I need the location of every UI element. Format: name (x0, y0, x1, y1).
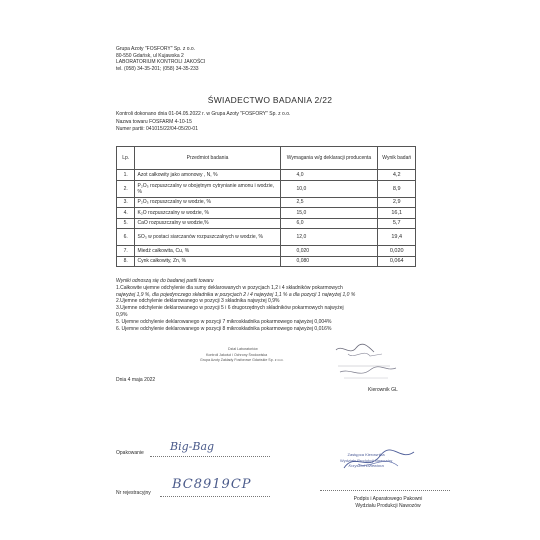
stamp-line: Grupa Azoty Zakłady Fosforowe Gdańskie Sp. z o.o. (200, 358, 284, 363)
row-param: CaO rozpuszczalny w wodzie,% (135, 218, 280, 229)
row-req: 0,020 (280, 246, 378, 257)
control-info (116, 111, 290, 134)
registration-label: Nr rejestracyjny (116, 490, 151, 496)
row-req: 4,0 (280, 170, 378, 181)
packing-signature-caption (318, 496, 458, 509)
row-lp: 6. (117, 229, 135, 246)
manager-signature-stamp (330, 342, 405, 386)
table-row (117, 197, 416, 208)
header-line: LABORATORIUM KONTROLI JAKOŚCI (116, 59, 206, 65)
row-res: 19,4 (378, 229, 416, 246)
note-line: najwyżej 1,9 %, dla pojedynczego składnika w pozycjach 2 i 4 najwyżej 1,1 % a dla pozycji 1 najwyżej 1,0 % (116, 291, 356, 298)
batch-number-line: Numer partii: 041015/22/04-05/20-01 (116, 126, 198, 132)
note-line: 3.Ujemne odchylenie deklarowanego w pozycji 5 i 6 drugorzędnych składników pokarmowych najwyżej (116, 305, 344, 312)
row-param: SO₃ w postaci siarczanów rozpuszczalnych w wodzie, % (135, 229, 280, 246)
packaging-value: Big-Bag (170, 440, 215, 453)
results-table (116, 146, 416, 267)
table-row (117, 180, 416, 197)
row-res: 2,9 (378, 197, 416, 208)
table-row (117, 246, 416, 257)
registration-underline (160, 496, 270, 497)
row-res: 8,9 (378, 180, 416, 197)
packaging-underline (150, 456, 270, 457)
packaging-label: Opakowanie (116, 450, 144, 456)
row-res: 0,064 (378, 256, 416, 267)
row-param: P₂O₅ rozpuszczalny w wodzie, % (135, 197, 280, 208)
table-row (117, 218, 416, 229)
row-lp: 5. (117, 218, 135, 229)
note-line: 5. Ujemne odchylenie deklarowanego w pozycji 7 mikroskładnika pokarmowego najwyżej 0,004% (116, 318, 332, 325)
header-line: Grupa Azoty "FOSFORY" Sp. z o.o. (116, 46, 196, 52)
note-line: 2.Ujemne odchylenie deklarowanego w pozycji 3 składnika najwyżej 0,9% (116, 298, 280, 305)
row-res: 5,7 (378, 218, 416, 229)
row-res: 16,1 (378, 208, 416, 219)
caption-line: Wydziału Produkcji Nawozów (355, 502, 421, 509)
row-param: K₂O rozpuszczalny w wodzie, % (135, 208, 280, 219)
deputy-stamp (340, 452, 392, 469)
row-lp: 8. (117, 256, 135, 267)
stamp-line: Krzysztof Dziewiora (348, 463, 384, 468)
row-res: 4,2 (378, 170, 416, 181)
row-req: 12,0 (280, 229, 378, 246)
note-line: 6. Ujemne odchylenie deklarowanego w pozycji 8 mikroskładnika pokarmowego najwyżej 0,016% (116, 325, 332, 332)
header-line: tel. (058) 34-35-201; (058) 34-35-233 (116, 65, 199, 72)
row-req: 6,0 (280, 218, 378, 229)
table-row (117, 229, 416, 246)
row-param: Azot całkowity jako amonowy , N, % (135, 170, 280, 181)
stamp-line: Kontroli Jakości i Ochrony Środowiska (206, 352, 268, 357)
col-header-res: Wynik badań (378, 147, 416, 170)
row-param: Miedź całkowita, Cu, % (135, 246, 280, 257)
registration-value: BC8919CP (172, 477, 252, 492)
row-lp: 2. (117, 180, 135, 197)
col-header-param: Przedmiot badania (135, 147, 280, 170)
caption-line: Podpis i Aparatowego Pakowni (353, 496, 423, 502)
lab-header (116, 46, 205, 72)
issue-date: Dnia 4 maja 2022 (116, 377, 156, 383)
row-req: 10,0 (280, 180, 378, 197)
tolerance-notes (116, 278, 355, 332)
col-header-req: Wymagania w/g deklaracji producenta (280, 147, 378, 170)
table-row (117, 256, 416, 267)
row-res: 0,020 (378, 246, 416, 257)
row-req: 0,080 (280, 256, 378, 267)
row-lp: 3. (117, 197, 135, 208)
deputy-signature-line (320, 490, 450, 491)
col-header-lp: Lp. (117, 147, 135, 170)
note-line: 0,9% (116, 311, 128, 318)
laboratory-stamp (200, 347, 284, 364)
row-param: P₂O₅ rozpuszczalny w obojętnym cytrynianie amonu i wodzie, % (135, 180, 280, 197)
row-req: 2,5 (280, 197, 378, 208)
row-req: 15,0 (280, 208, 378, 219)
row-param: Cynk całkowity, Zn, % (135, 256, 280, 267)
product-name-line: Nazwa towaru FOSFARM 4-10-15 (116, 118, 192, 125)
manager-signature-label: Kierownik GL (368, 387, 398, 393)
stamp-line: Wydziału Produkcji Nawozów (340, 457, 393, 463)
note-line: 1.Całkowite ujemne odchylenie dla sumy deklarowanych w pozycjach 1,2 i 4 składników pokarmowych (116, 284, 343, 291)
document-title: ŚWIADECTWO BADANIA 2/22 (207, 95, 333, 105)
table-row (117, 170, 416, 181)
notes-title: Wyniki odnoszą się do badanej partii towaru (116, 278, 214, 284)
stamp-line: Dział Laboratoriów (228, 347, 258, 351)
row-lp: 7. (117, 246, 135, 257)
control-date-line: Kontroli dokonano dnia 01-04.05.2022 r. w Grupa Azoty "FOSFORY" Sp. z o.o. (116, 111, 291, 117)
row-lp: 4. (117, 208, 135, 219)
header-line: 80-550 Gdańsk, ul Kujawska 2 (116, 52, 184, 59)
table-header-row (117, 147, 416, 170)
table-row (117, 208, 416, 219)
stamp-line: Zastępca Kierownika (347, 452, 385, 457)
row-lp: 1. (117, 170, 135, 181)
